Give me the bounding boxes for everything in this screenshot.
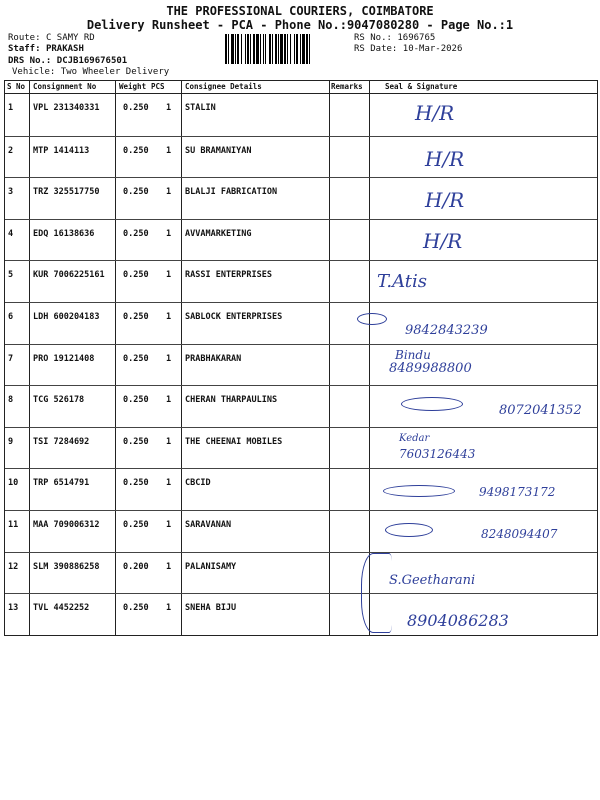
signature-7-phone: 8489988800 <box>389 361 472 376</box>
signature-scribble-10 <box>383 485 455 497</box>
row-sno: 3 <box>8 187 14 198</box>
row-consignee: BLALJI FABRICATION <box>185 187 278 198</box>
signature-3: H/R <box>425 188 465 212</box>
staff-value: PRAKASH <box>45 44 84 54</box>
row-pcs: 1 <box>166 312 172 322</box>
row-sno: 7 <box>8 353 14 364</box>
row-weight: 0.250 <box>123 478 149 489</box>
col-header-pcs: PCS <box>151 82 165 91</box>
drs-line <box>8 56 127 66</box>
rs-date-line <box>354 44 462 54</box>
signature-1: H/R <box>415 101 455 125</box>
row-consignment-no: MTP 1414113 <box>33 145 90 156</box>
row-consignee: THE CHEENAI MOBILES <box>185 436 283 447</box>
row-consignee: SARAVANAN <box>185 520 232 530</box>
staff-label: Staff: <box>8 44 41 54</box>
signature-2: H/R <box>425 147 465 171</box>
route-value: C SAMY RD <box>45 33 95 43</box>
row-consignee: AVVAMARKETING <box>185 228 252 239</box>
row-weight: 0.250 <box>123 228 149 239</box>
row-consignee: CBCID <box>185 478 211 489</box>
row-consignment-no: VPL 231340331 <box>33 103 100 113</box>
row-consignee: STALIN <box>185 103 216 113</box>
vehicle-value: Two Wheeler Delivery <box>60 67 170 77</box>
row-weight: 0.250 <box>123 270 149 281</box>
row-consignment-no: MAA 709006312 <box>33 520 100 530</box>
row-weight: 0.250 <box>123 436 149 447</box>
signature-12-phone: 8904086283 <box>407 611 509 630</box>
table-row <box>5 552 597 595</box>
row-pcs: 1 <box>166 145 172 156</box>
signature-10-phone: 9498173172 <box>479 485 556 499</box>
row-weight: 0.250 <box>123 395 149 406</box>
table-row <box>5 427 597 470</box>
row-sno: 8 <box>8 395 14 406</box>
row-pcs: 1 <box>166 520 172 530</box>
rs-no-label: RS No.: <box>354 33 392 43</box>
row-consignee: PRABHAKARAN <box>185 353 242 364</box>
signature-6: 9842843239 <box>405 323 488 338</box>
signature-bracket-12 <box>361 553 392 633</box>
row-pcs: 1 <box>166 395 172 406</box>
row-consignment-no: TVL 4452252 <box>33 603 90 614</box>
drs-value: DCJB169676501 <box>56 56 128 66</box>
signature-9-name: Kedar <box>399 433 430 444</box>
signature-5: T.Atis <box>377 271 427 292</box>
row-pcs: 1 <box>166 436 172 447</box>
document-title: THE PROFESSIONAL COURIERS, COIMBATORE <box>166 4 434 18</box>
table-row <box>5 177 597 220</box>
drs-label: DRS No.: <box>8 56 52 66</box>
row-consignment-no: TRZ 325517750 <box>33 187 100 198</box>
row-consignment-no: PRO 19121408 <box>33 353 95 364</box>
signature-scribble-8 <box>401 397 463 411</box>
row-pcs: 1 <box>166 478 172 489</box>
rs-date-label: RS Date: <box>354 44 398 54</box>
row-sno: 13 <box>8 603 19 614</box>
row-weight: 0.250 <box>123 353 149 364</box>
signature-7-name: Bindu <box>395 348 431 362</box>
vehicle-line <box>12 67 169 77</box>
col-header-weight: Weight <box>119 82 147 91</box>
signature-scribble-11 <box>385 523 433 537</box>
col-header-consignment: Consignment No <box>33 82 97 91</box>
row-weight: 0.250 <box>123 145 149 156</box>
rs-date-value: 10-Mar-2026 <box>402 44 463 54</box>
row-pcs: 1 <box>166 561 172 572</box>
row-consignment-no: SLM 390886258 <box>33 561 100 572</box>
route-line <box>8 33 95 43</box>
signature-12-name: S.Geetharani <box>389 573 476 588</box>
rs-no-line <box>354 33 435 43</box>
vehicle-label: Vehicle: <box>12 67 56 77</box>
row-consignee: PALANISAMY <box>185 561 237 572</box>
row-consignment-no: LDH 600204183 <box>33 312 100 322</box>
row-sno: 12 <box>8 561 19 572</box>
signature-scribble-6 <box>357 313 387 325</box>
row-consignment-no: EDQ 16138636 <box>33 228 95 239</box>
route-label: Route: <box>8 33 41 43</box>
row-weight: 0.250 <box>123 187 149 198</box>
row-consignee: SABLOCK ENTERPRISES <box>185 312 283 322</box>
signature-9-phone: 7603126443 <box>399 447 476 461</box>
row-sno: 2 <box>8 145 14 156</box>
row-consignment-no: KUR 7006225161 <box>33 270 105 281</box>
row-weight: 0.250 <box>123 312 149 322</box>
row-sno: 5 <box>8 270 14 281</box>
row-sno: 1 <box>8 103 14 113</box>
row-pcs: 1 <box>166 353 172 364</box>
row-consignee: RASSI ENTERPRISES <box>185 270 272 281</box>
row-weight: 0.200 <box>123 561 149 572</box>
row-pcs: 1 <box>166 270 172 281</box>
row-consignee: CHERAN THARPAULINS <box>185 395 278 406</box>
rs-no-value: 1696765 <box>397 33 436 43</box>
staff-line <box>8 44 84 54</box>
row-pcs: 1 <box>166 603 172 614</box>
table-row <box>5 94 597 136</box>
row-sno: 4 <box>8 228 14 239</box>
row-consignment-no: TSI 7284692 <box>33 436 90 447</box>
signature-8-phone: 8072041352 <box>499 403 582 418</box>
row-weight: 0.250 <box>123 103 149 113</box>
row-pcs: 1 <box>166 228 172 239</box>
row-consignment-no: TCG 526178 <box>33 395 85 406</box>
signature-11-phone: 8248094407 <box>481 527 558 541</box>
row-weight: 0.250 <box>123 520 149 530</box>
document-subtitle: Delivery Runsheet - PCA - Phone No.:9047080280 - Page No.:1 <box>86 18 514 32</box>
col-header-seal: Seal & Signature <box>385 82 458 91</box>
row-pcs: 1 <box>166 187 172 198</box>
table-row <box>5 136 597 179</box>
col-header-consignee: Consignee Details <box>185 82 262 91</box>
table-row <box>5 344 597 387</box>
row-sno: 11 <box>8 520 19 530</box>
row-consignee: SU BRAMANIYAN <box>185 145 252 156</box>
row-sno: 10 <box>8 478 19 489</box>
signature-4: H/R <box>423 229 463 253</box>
runsheet-table <box>4 80 598 636</box>
row-weight: 0.250 <box>123 603 149 614</box>
table-row <box>5 219 597 262</box>
col-header-sno: S No <box>7 82 26 91</box>
col-header-remarks: Remarks <box>331 82 363 91</box>
row-consignment-no: TRP 6514791 <box>33 478 90 489</box>
barcode <box>225 34 347 64</box>
row-sno: 9 <box>8 436 14 447</box>
table-row <box>5 260 597 303</box>
row-sno: 6 <box>8 312 14 322</box>
row-pcs: 1 <box>166 103 172 113</box>
row-consignee: SNEHA BIJU <box>185 603 237 614</box>
table-row <box>5 302 597 345</box>
